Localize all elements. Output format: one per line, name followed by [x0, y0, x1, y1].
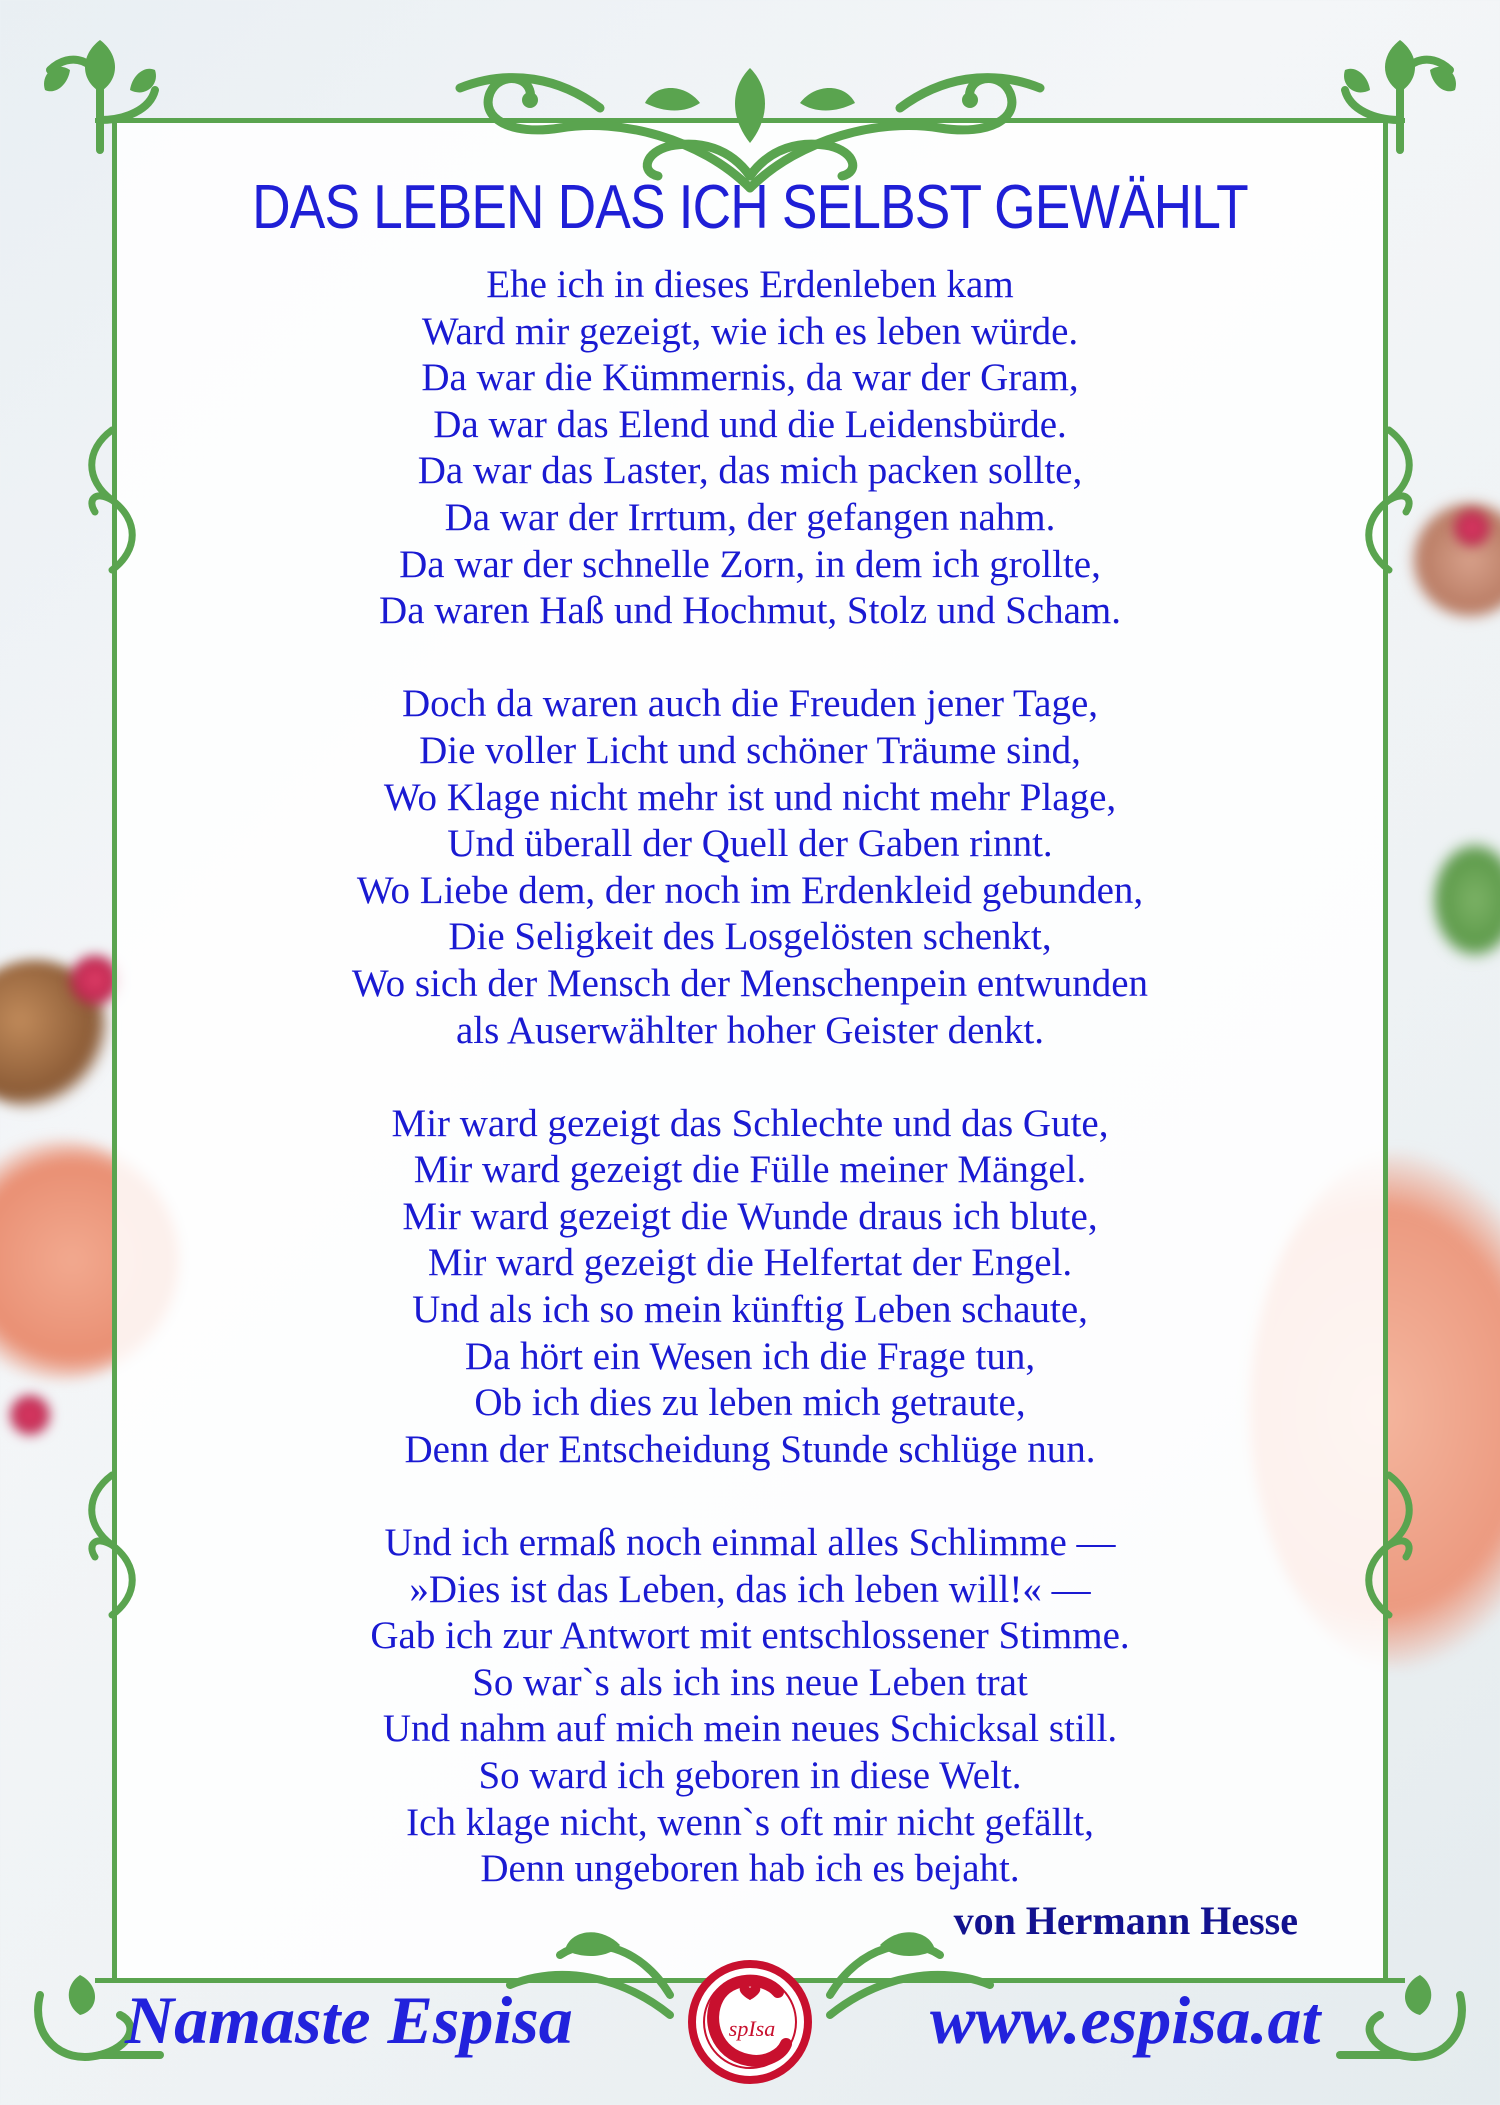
poem-line: Wo sich der Mensch der Menschenpein entwunden	[351, 961, 1149, 1005]
poem-line: Mir ward gezeigt die Helfertat der Engel.	[427, 1241, 1073, 1285]
background-berry	[10, 1395, 50, 1435]
poem-line: Und nahm auf mich mein neues Schicksal still.	[382, 1707, 1118, 1751]
poem-line: als Auserwählter hoher Geister denkt.	[455, 1008, 1045, 1052]
background-leaf	[1430, 840, 1500, 960]
corner-ornament-top-right	[1330, 30, 1470, 160]
poem-line: Da war der Irrtum, der gefangen nahm.	[444, 495, 1056, 539]
poem-line: Wo Liebe dem, der noch im Erdenkleid gebunden,	[356, 868, 1144, 912]
poem-title: DAS LEBEN DAS ICH SELBST GEWÄHLT	[252, 173, 1248, 242]
poem-line: Denn der Entscheidung Stunde schlüge nun.	[404, 1427, 1096, 1471]
stanza-gap	[112, 1054, 1388, 1101]
poem-line: Da war das Elend und die Leidensbürde.	[433, 402, 1067, 446]
poem-line: »Dies ist das Leben, das ich leben will!« —	[409, 1567, 1091, 1611]
corner-ornament-top-left	[30, 30, 170, 160]
poem-body	[112, 262, 1388, 1893]
brand-name: Namaste Espisa	[125, 1982, 573, 2058]
poem-line: So ward ich geboren in diese Welt.	[478, 1754, 1022, 1797]
logo-text: spIsa	[728, 2016, 776, 2041]
poem-line: Denn ungeboren hab ich es bejaht.	[480, 1847, 1020, 1891]
poem-line: Mir ward gezeigt die Fülle meiner Mängel.	[413, 1148, 1087, 1192]
poem-line: Doch da waren auch die Freuden jener Tage,	[401, 682, 1099, 726]
poem-line: Ich klage nicht, wenn`s oft mir nicht gefällt,	[406, 1800, 1094, 1844]
stanza-gap	[112, 1473, 1388, 1520]
poem-line: Und als ich so mein künftig Leben schaute,	[412, 1288, 1088, 1332]
poem-line: Da war der schnelle Zorn, in dem ich grollte,	[399, 542, 1101, 586]
poem-line: Und überall der Quell der Gaben rinnt.	[447, 822, 1053, 866]
poem-line: Mir ward gezeigt das Schlechte und das Gute,	[391, 1101, 1109, 1145]
poem-line: Da war die Kümmernis, da war der Gram,	[421, 356, 1079, 400]
poem-line: Wo Klage nicht mehr ist und nicht mehr Plage,	[383, 775, 1117, 819]
poem-line: Gab ich zur Antwort mit entschlossener Stimme.	[370, 1614, 1130, 1658]
poem-line: Ward mir gezeigt, wie ich es leben würde.	[421, 309, 1079, 353]
poem-author: von Hermann Hesse	[953, 1898, 1298, 1943]
poem-line: Die voller Licht und schöner Träume sind,	[419, 728, 1081, 772]
poem-line: Ob ich dies zu leben mich getraute,	[474, 1381, 1026, 1425]
poem-line: Die Seligkeit des Losgelösten schenkt,	[448, 915, 1052, 959]
poem-line: Da hört ein Wesen ich die Frage tun,	[464, 1334, 1036, 1378]
corner-ornament-bottom-right	[1320, 1955, 1480, 2085]
poem-line: So war`s als ich ins neue Leben trat	[472, 1660, 1028, 1704]
poem-line: Da waren Haß und Hochmut, Stolz und Scham.	[379, 589, 1121, 633]
espisa-logo	[686, 1958, 814, 2086]
background-berry	[1454, 510, 1490, 546]
poem-line: Da war das Laster, das mich packen sollte,	[417, 449, 1083, 493]
poem-line: Ehe ich in dieses Erdenleben kam	[486, 263, 1014, 306]
stanza-gap	[112, 635, 1388, 682]
poem-line: Mir ward gezeigt die Wunde draus ich blute,	[402, 1194, 1098, 1238]
poem-line: Und ich ermaß noch einmal alles Schlimme —	[384, 1521, 1116, 1565]
website-url[interactable]: www.espisa.at	[930, 1982, 1321, 2058]
